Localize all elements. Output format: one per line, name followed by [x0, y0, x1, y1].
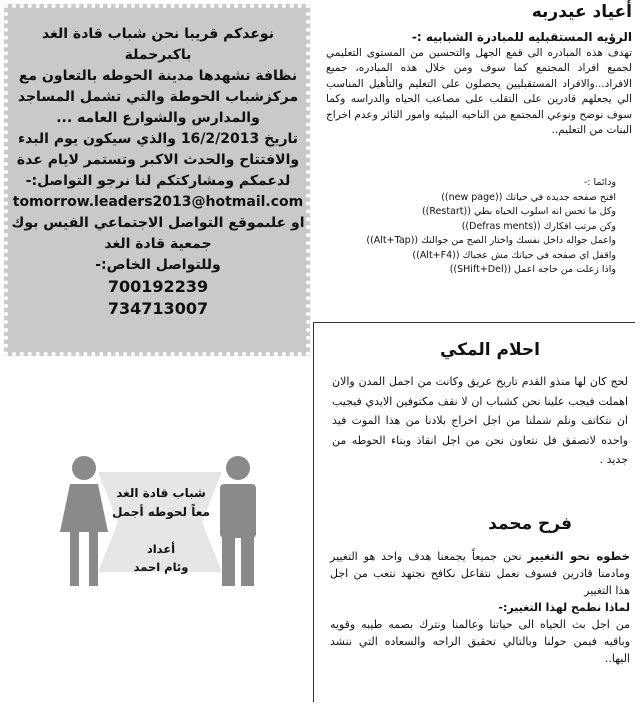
announcement-line: مركزشباب الحوطة والتي تشمل المساجد	[17, 89, 299, 105]
announcement-line: او علىموقع التواصل الاجتماعي الفيس بوك	[11, 215, 305, 231]
shortcut-item: وكن مرتب افكارك ((Defras ments))	[461, 220, 616, 232]
man-figure-icon	[220, 456, 256, 586]
farah-article	[330, 548, 630, 667]
shortcut-item: واعمل جواله داخل نفسك واختار الصح من جوالتك ((Alt+Tap))	[366, 235, 616, 246]
shortcut-tips	[340, 176, 616, 278]
ahlam-author-title: احلام المكي	[439, 340, 540, 360]
farah-text-1: نحن جميعاً يجمعنا هدف واحد هو التغيير ومادمنا قادرين فسوف نعمل نتقاعل نكافح نجتهد نتعب من اجل هذا التغيير	[330, 550, 630, 597]
announcement-text	[10, 24, 306, 320]
phone-number-2: 734713007	[107, 299, 209, 318]
announcement-line: جمعية قادة الغد	[104, 236, 212, 252]
shortcut-item: واذا زعلت من حاجه اعمل ((SHift+Del))	[449, 264, 616, 275]
eid-author-title: أعياد عيدربه	[531, 2, 632, 22]
section-divider-horizontal	[313, 322, 635, 323]
shortcut-item: وكل ما تحس انه اسلوب الحياه بطي ((Restart))	[421, 206, 616, 217]
eid-article	[326, 30, 632, 139]
announcement-line: وللتواصل الخاص:-	[95, 257, 221, 273]
announcement-line: تاريخ 16/2/2013 والذي سيكون يوم البدء	[17, 131, 299, 147]
farah-paragraph-1	[330, 548, 630, 599]
announcement-line: والمدارس والشوارع العامه ...	[56, 110, 260, 126]
farah-text-2: من اجل بث الحياه الى حياتنا وعالمنا ونترك بصمه طيبه وقويه وباقيه فيمن حولنا وبالتالي تحقيق الراحه والسعاده التي ننشد اليها..	[330, 618, 630, 665]
announcement-email[interactable]: tomorrow.leaders2013@hotmail.com	[12, 194, 304, 210]
logo-credit	[98, 540, 224, 576]
prepared-by-author: وئام احمد	[133, 560, 189, 574]
logo-line-1: شباب قادة الغد	[116, 486, 206, 500]
eid-body: تهدف هذه المبادره الى قمع الجهل والتحسين من المستوى التعليمي لجميع افراد المجتمع كما سوف ومن خلال هذه المبادره، جميع الافراد...والافراد المستقبليين يحصلون على التعليم والتأهيل المناسب الي يجعلهم قادرين على التقلب على مصاعب الحياه والدراسه وكما سوف نوضح ونوعي المجتمع من الناحيه البيئيه وامور الثائر وعدم اخراج البنات من التعليم..	[326, 46, 632, 136]
shortcut-item: واقفل اي صفحه في حياتك مش عجباك ((Alt+F4))	[412, 249, 616, 261]
announcement-line: لدعمكم ومشاركتكم لنا نرجو التواصل:-	[25, 173, 291, 189]
farah-heading-1: خطوه نحو التغيير	[527, 549, 630, 563]
phone-number-1: 700192239	[107, 277, 209, 296]
ahlam-body: لحج كان لها منذو القدم تاريخ عريق وكانت من اجمل المدن والان اهملت فيجب علينا نحن كشباب ان لا نقف مكتوفين الايدي فيجيب ان نتكاتف ونلم شملنا من اجل اخراج بلادنا من هذا الموت فيد واحده لاتصفق فل نتعاون نحن من اجل انقاذ وبناء الحوطه من جديد .	[332, 375, 628, 466]
farah-author-title: فرح محمد	[488, 514, 572, 534]
logo-line-2: معاً لحوطه أجمل	[112, 505, 210, 519]
announcement-line: نظافة تشهدها مدينة الحوطه بالتعاون مع	[18, 68, 298, 84]
logo-slogan	[98, 484, 224, 522]
section-divider-vertical	[313, 322, 314, 702]
shortcut-intro: ودائما :-	[583, 177, 616, 188]
announcement-line: نوعدكم قريبا نحن شباب قادة الغد باكبرحملة	[42, 26, 274, 63]
shortcut-item: افتح صفحه جديده في حياتك ((new page))	[441, 191, 616, 203]
prepared-by-label: أعداد	[146, 542, 176, 556]
eid-subtitle: الرؤيه المستقبليه للمبادرة الشبابيه :-	[411, 30, 632, 44]
announcement-line: والافتتاح والحدث الاكبر وتستمر لايام عدة	[16, 152, 300, 168]
farah-heading-2: لماذا نطمح لهذا التغيير:-	[498, 601, 630, 614]
